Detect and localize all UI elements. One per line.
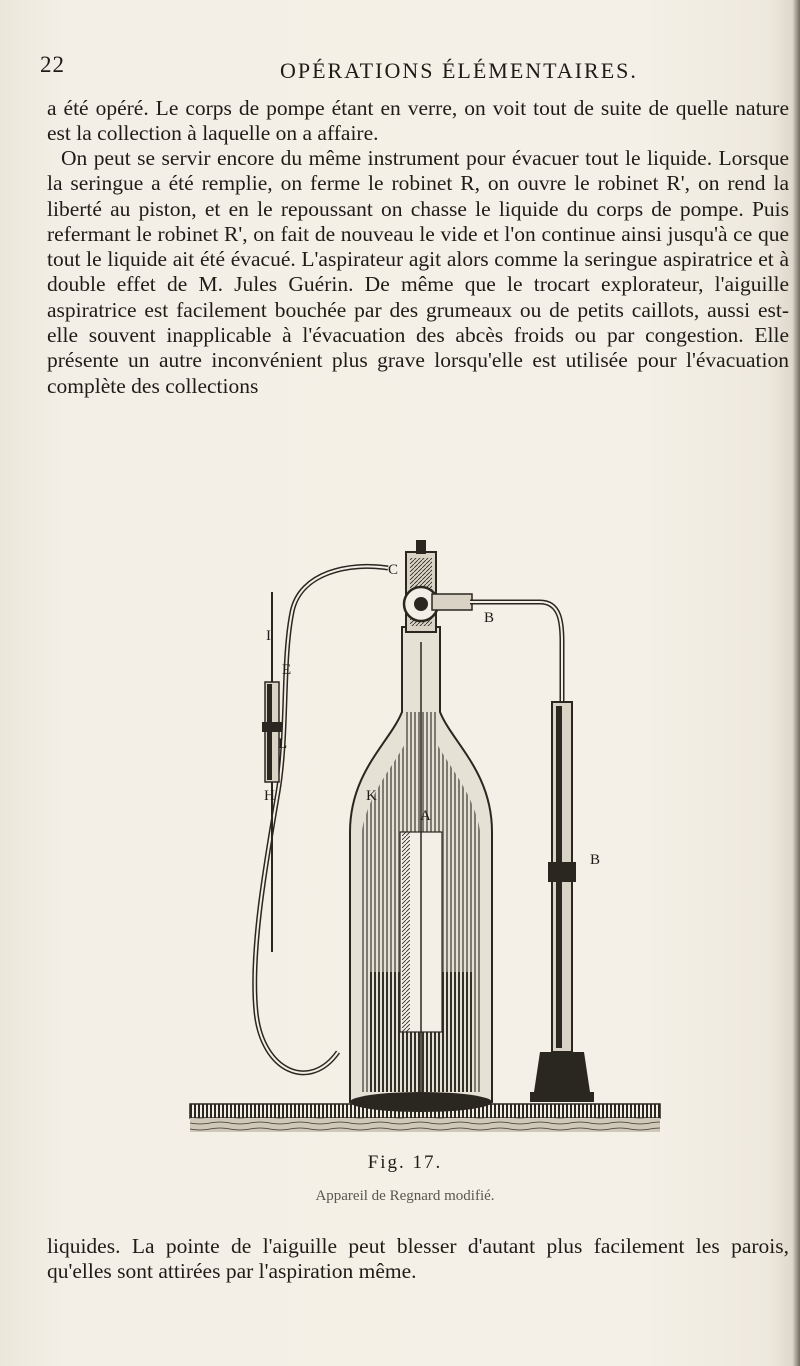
pump-head xyxy=(404,540,472,632)
label-k: K xyxy=(366,788,377,804)
label-e: E xyxy=(282,662,292,678)
paragraph-evacuation: On peut se servir encore du même instrument pour évacuer tout le liquide. Lorsque la seringue a été remplie, on ferme le robinet R, on ouvre le robinet R', on rend la liberté au piston, et en le repoussant on chasse le liquide du corps de pompe. Puis refermant le robinet R', on fait de nouveau le vide et l'on continue ainsi jusqu'à ce que tout le liquide ait été évacué. L'aspirateur agit alors comme la seringue aspiratrice et à double effet de M. Jules Guérin. De même que le trocart explorateur, l'aiguille aspiratrice est facilement bouchée par des grumeaux ou de petits caillots, aussi est-elle souvent inapplicable à l'évacuation des abcès froids ou par congestion. Elle présente un autre inconvénient plus grave lorsqu'elle est utilisée pour l'évacuation complète des collections xyxy=(47,146,789,398)
label-i: I xyxy=(266,628,271,644)
glass-bottle xyxy=(350,627,492,1112)
label-b-top: B xyxy=(484,610,495,626)
label-l: L xyxy=(278,736,288,752)
figure-subcaption: Appareil de Regnard modifié. xyxy=(315,1188,495,1204)
label-h: H xyxy=(264,788,275,804)
label-c: C xyxy=(388,562,399,578)
label-b-bottom: B xyxy=(590,852,601,868)
suction-pump xyxy=(530,702,594,1102)
wooden-base xyxy=(190,1104,660,1132)
apparatus-illustration xyxy=(170,532,670,1132)
paragraph-needle-risk: liquides. La pointe de l'aiguille peut blesser d'autant plus facilement les parois, qu'elles sont attirées par l'aspiration même. xyxy=(47,1234,789,1284)
paragraph-continuation: a été opéré. Le corps de pompe étant en verre, on voit tout de suite de quelle nature est la collection à laquelle on a affaire. xyxy=(47,96,789,146)
running-title: OPÉRATIONS ÉLÉMENTAIRES. xyxy=(280,58,638,83)
trocart-needle xyxy=(262,592,282,952)
figure-caption: Fig. 17. xyxy=(367,1152,443,1173)
page-header xyxy=(40,52,780,88)
figure-apparatus xyxy=(170,532,670,1132)
page-number: 22 xyxy=(40,52,65,77)
label-a: A xyxy=(420,808,431,824)
